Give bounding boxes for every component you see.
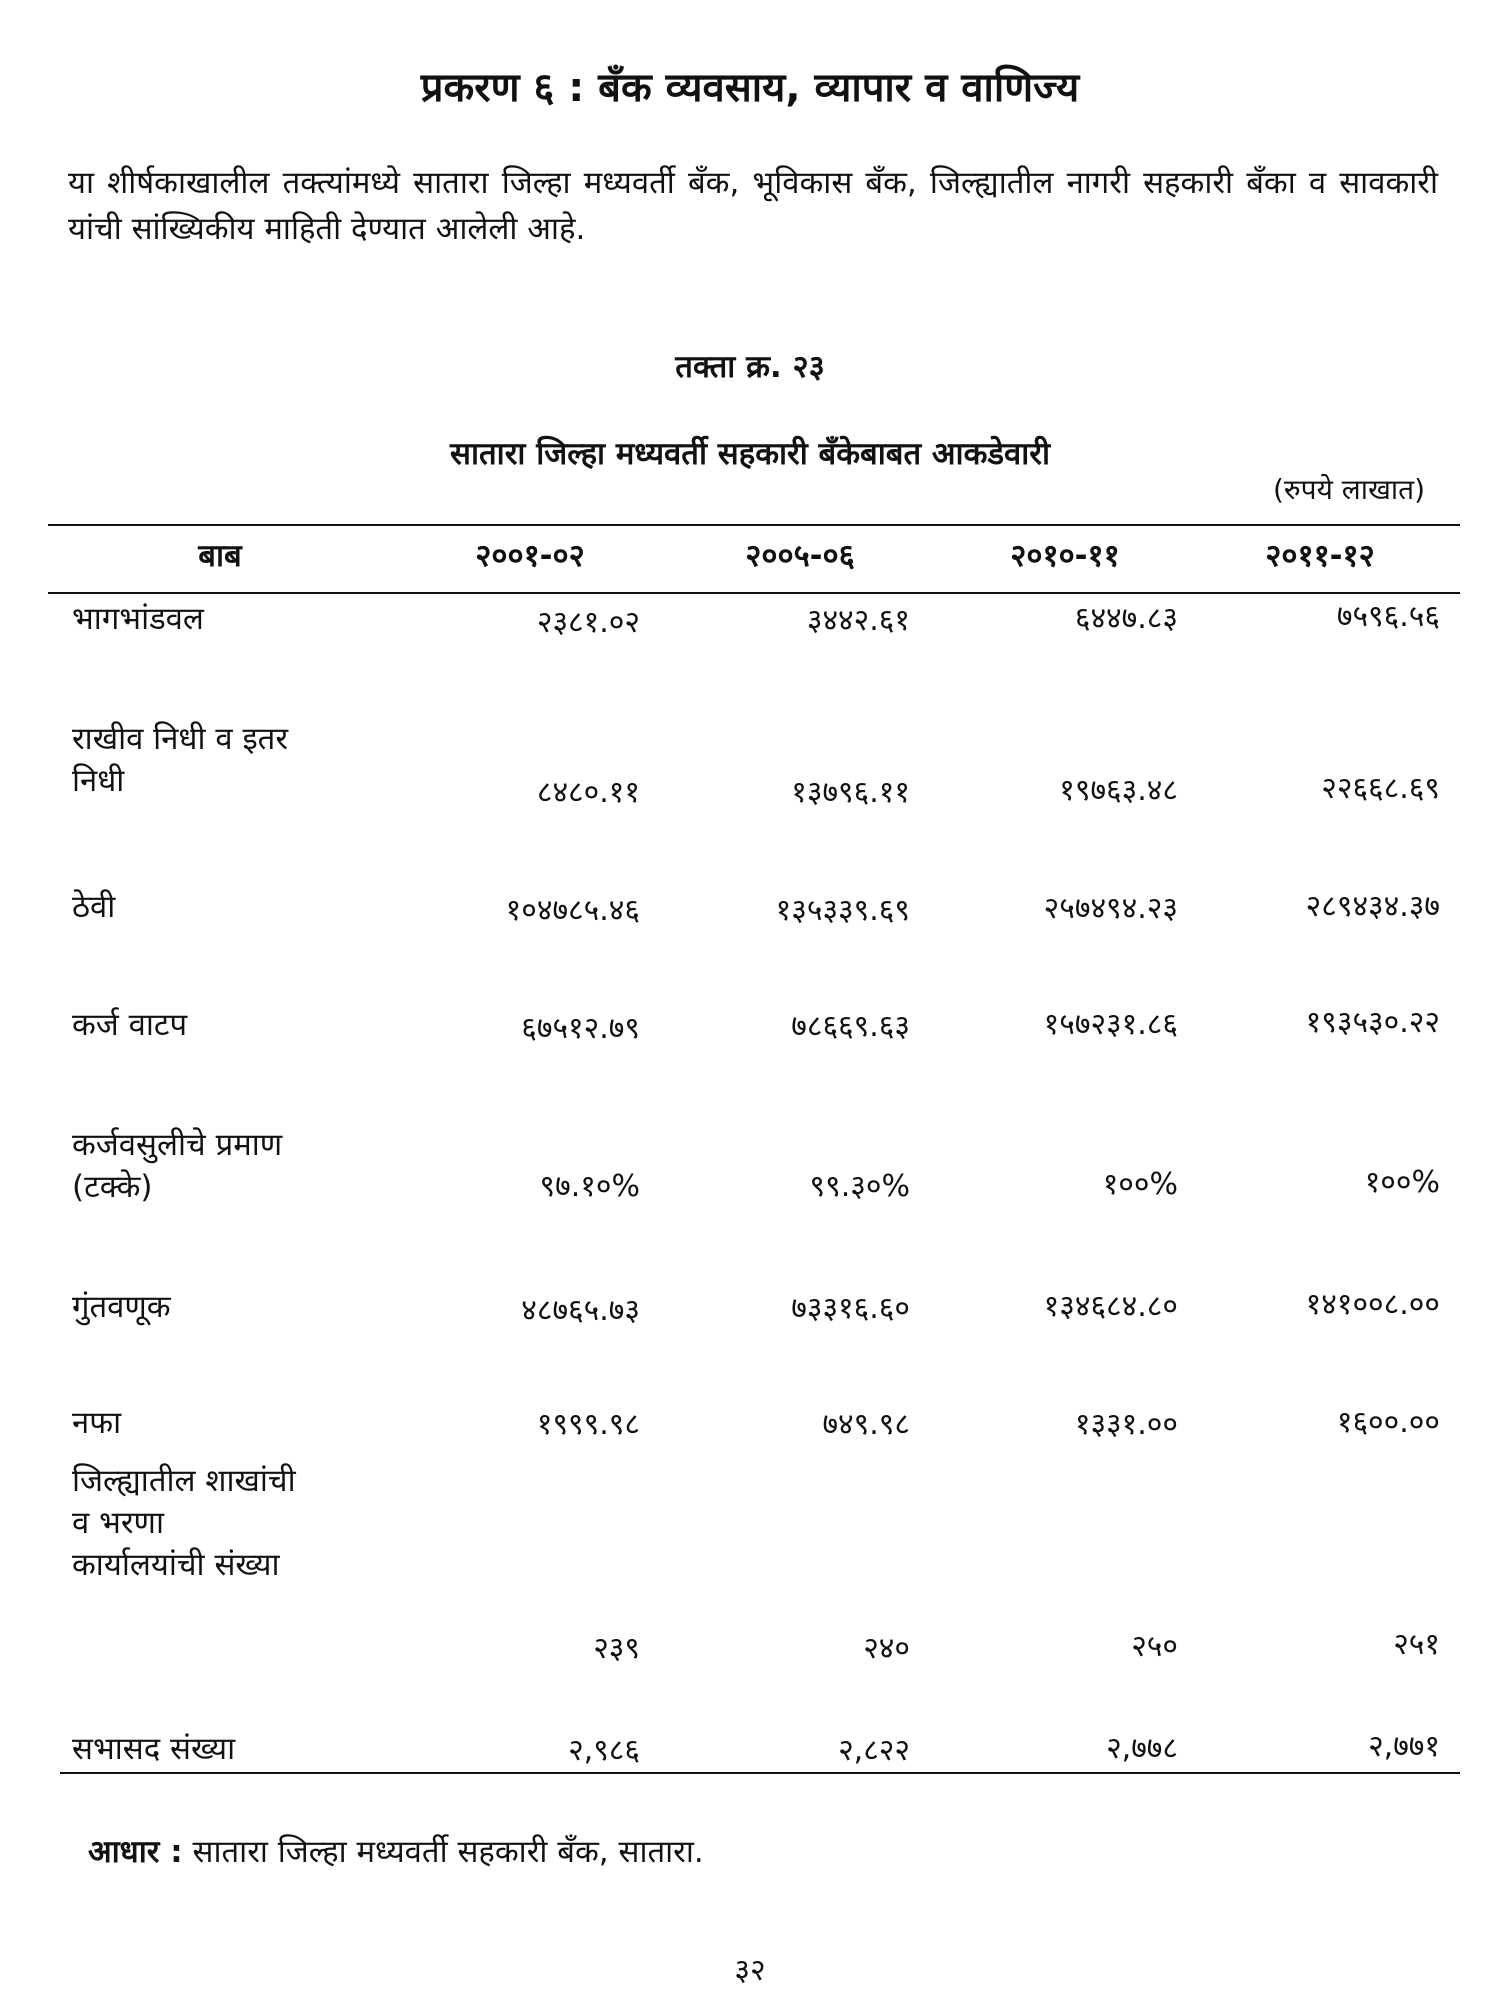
cell-value: २८९४३४.३७: [1305, 889, 1440, 924]
page-number: ३२: [734, 1953, 766, 1988]
header-year-2: २००५-०६: [745, 538, 855, 574]
cell-value: २,८२२: [838, 1733, 910, 1768]
source-label: आधार :: [88, 1834, 183, 1870]
cell-value: १३५३३९.६९: [775, 893, 910, 928]
intro-paragraph: या शीर्षकाखालील तक्त्यांमध्ये सातारा जिल्हा मध्यवर्ती बँक, भूविकास बँक, जिल्ह्यातील नागरी सहकारी बँका व सावकारी यांची सांख्यिकीय माहिती देण्यात आलेली आहे.: [68, 165, 1438, 247]
cell-value: १३३१.००: [1074, 1407, 1178, 1442]
cell-value: २३९: [593, 1631, 640, 1666]
cell-value: १९७६३.४८: [1059, 773, 1178, 808]
cell-value: ७८६६९.६३: [791, 1009, 910, 1044]
cell-value: १६००.००: [1336, 1405, 1440, 1440]
row-label: ठेवी: [72, 889, 116, 925]
cell-value: १०४७८५.४६: [505, 893, 640, 928]
table-bottom-rule: [60, 1772, 1460, 1774]
source-text: सातारा जिल्हा मध्यवर्ती सहकारी बँक, सातारा.: [192, 1834, 704, 1870]
unit-note: (रुपये लाखात): [1273, 473, 1425, 506]
cell-value: २,९८६: [568, 1733, 640, 1768]
cell-value: १९९९.९८: [536, 1407, 640, 1442]
cell-value: १५७२३१.८६: [1043, 1007, 1178, 1042]
cell-value: ९९.३०%: [809, 1169, 910, 1204]
cell-value: ६७५१२.७९: [521, 1011, 640, 1046]
table-number: तक्ता क्र. २३: [675, 349, 825, 385]
cell-value: १९३५३०.२२: [1305, 1005, 1440, 1040]
row-label: भागभांडवल: [72, 601, 204, 637]
header-year-3: २०१०-११: [1010, 538, 1120, 574]
row-label: सभासद संख्या: [72, 1731, 236, 1767]
cell-value: २५७४९४.२३: [1043, 891, 1178, 926]
row-label: जिल्ह्यातील शाखांची व भरणा कार्यालयांची संख्या: [72, 1463, 296, 1583]
cell-value: १३७९६.११: [791, 775, 910, 810]
cell-value: ७४९.९८: [822, 1407, 910, 1442]
cell-value: ६४४७.८३: [1074, 601, 1178, 636]
table-title: सातारा जिल्हा मध्यवर्ती सहकारी बँकेबाबत आकडेवारी: [450, 436, 1050, 472]
cell-value: २३८१.०२: [536, 605, 640, 640]
source-note: [88, 1830, 704, 1872]
header-year-4: २०११-१२: [1265, 538, 1375, 574]
cell-value: ८४८०.११: [536, 775, 640, 810]
row-label: राखीव निधी व इतर निधी: [72, 721, 289, 799]
table-top-rule: [48, 524, 1460, 526]
cell-value: ७५९६.५६: [1336, 599, 1440, 634]
cell-value: २५१: [1393, 1627, 1440, 1662]
cell-value: १००%: [1102, 1167, 1178, 1202]
row-label: कर्जवसुलीचे प्रमाण (टक्के): [72, 1127, 283, 1205]
cell-value: १३४६८४.८०: [1043, 1289, 1178, 1324]
row-label: कर्ज वाटप: [72, 1007, 188, 1043]
header-year-1: २००१-०२: [475, 538, 585, 574]
row-label: नफा: [72, 1405, 122, 1441]
cell-value: १००%: [1364, 1165, 1440, 1200]
cell-value: २५०: [1131, 1629, 1178, 1664]
cell-value: २,७७८: [1106, 1731, 1178, 1766]
cell-value: १४१००८.००: [1305, 1287, 1440, 1322]
cell-value: २,७७१: [1368, 1729, 1440, 1764]
row-label: गुंतवणूक: [72, 1289, 171, 1325]
cell-value: २४०: [863, 1631, 910, 1666]
cell-value: २२६६८.६९: [1321, 771, 1440, 806]
chapter-title: प्रकरण ६ : बँक व्यवसाय, व्यापार व वाणिज्य: [420, 65, 1080, 111]
cell-value: ३४४२.६१: [806, 603, 910, 638]
cell-value: ७३३१६.६०: [791, 1291, 910, 1326]
header-item: बाब: [198, 538, 242, 574]
cell-value: ४८७६५.७३: [521, 1293, 640, 1328]
cell-value: ९७.१०%: [539, 1169, 640, 1204]
